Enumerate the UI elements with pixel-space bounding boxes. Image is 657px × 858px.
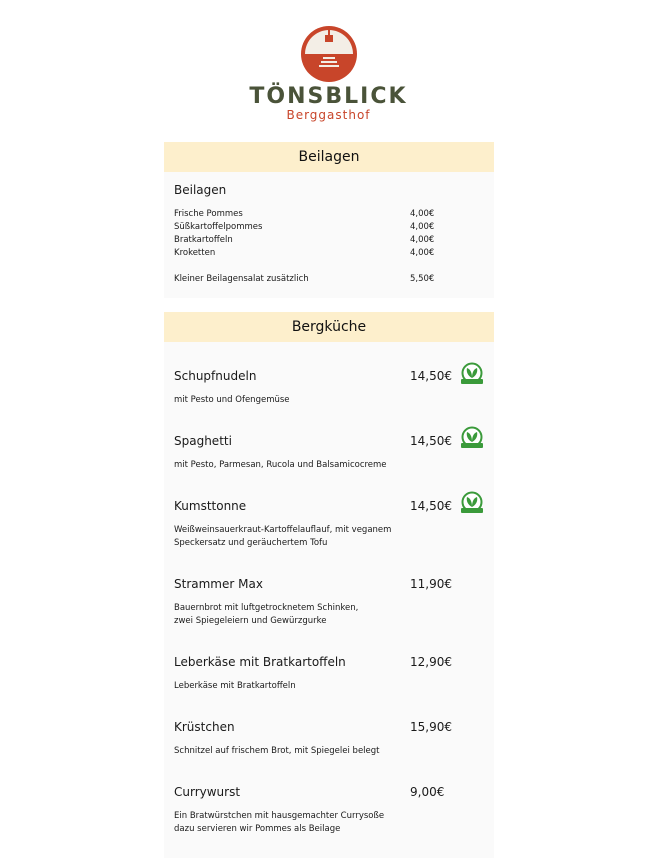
dish-price: 14,50€	[410, 369, 452, 383]
dish-price: 15,90€	[410, 720, 452, 734]
dish-desc: Weißweinsauerkraut-Kartoffelauflauf, mit veganem	[174, 525, 392, 535]
dish-price: 14,50€	[410, 434, 452, 448]
dish-name: Schupfnudeln	[174, 369, 257, 383]
side-price: 4,00€	[410, 235, 435, 245]
dish-desc: mit Pesto und Ofengemüse	[174, 395, 290, 405]
section-header-beilagen: Beilagen	[164, 142, 494, 172]
dish-price: 14,50€	[410, 499, 452, 513]
dish-price: 12,90€	[410, 655, 452, 669]
dish-desc: Leberkäse mit Bratkartoffeln	[174, 681, 296, 691]
dish-desc: zwei Spiegeleiern und Gewürzgurke	[174, 616, 327, 626]
dish-name: Kumsttonne	[174, 499, 247, 513]
side-price: 4,00€	[410, 248, 435, 258]
dish-desc: dazu servieren wir Pommes als Beilage	[174, 824, 341, 834]
dish-price: 9,00€	[410, 785, 445, 799]
dish-name: Krüstchen	[174, 720, 235, 734]
side-name: Süßkartoffelpommes	[174, 222, 263, 232]
side-name: Bratkartoffeln	[174, 235, 233, 245]
side-price: 5,50€	[410, 274, 435, 284]
side-price: 4,00€	[410, 222, 435, 232]
dish-name: Leberkäse mit Bratkartoffeln	[174, 655, 346, 669]
beilagen-subtitle: Beilagen	[174, 183, 227, 197]
dish-desc: Ein Bratwürstchen mit hausgemachter Currysoße	[174, 811, 385, 821]
brand-subtitle: Berggasthof	[286, 108, 371, 122]
logo	[0, 24, 657, 122]
side-name: Kleiner Beilagensalat zusätzlich	[174, 274, 309, 284]
dish-name: Currywurst	[174, 785, 241, 799]
dish-desc: Bauernbrot mit luftgetrocknetem Schinken,	[174, 603, 359, 613]
vegan-leaf-icon	[459, 491, 485, 515]
side-name: Frische Pommes	[174, 209, 243, 219]
dish-name: Spaghetti	[174, 434, 232, 448]
brand-name: TÖNSBLICK	[249, 84, 408, 109]
vegan-leaf-icon	[459, 426, 485, 450]
vegan-leaf-icon	[459, 362, 485, 386]
tower-on-hill-logo	[299, 24, 359, 84]
side-price: 4,00€	[410, 209, 435, 219]
side-name: Kroketten	[174, 248, 216, 258]
section-header-bergkueche: Bergküche	[164, 312, 494, 342]
dish-desc: Speckersatz und geräuchertem Tofu	[174, 538, 328, 548]
dish-desc: mit Pesto, Parmesan, Rucola und Balsamicocreme	[174, 460, 387, 470]
dish-price: 11,90€	[410, 577, 452, 591]
dish-desc: Schnitzel auf frischem Brot, mit Spiegelei belegt	[174, 746, 380, 756]
bergkueche-panel	[164, 342, 494, 858]
dish-name: Strammer Max	[174, 577, 263, 591]
